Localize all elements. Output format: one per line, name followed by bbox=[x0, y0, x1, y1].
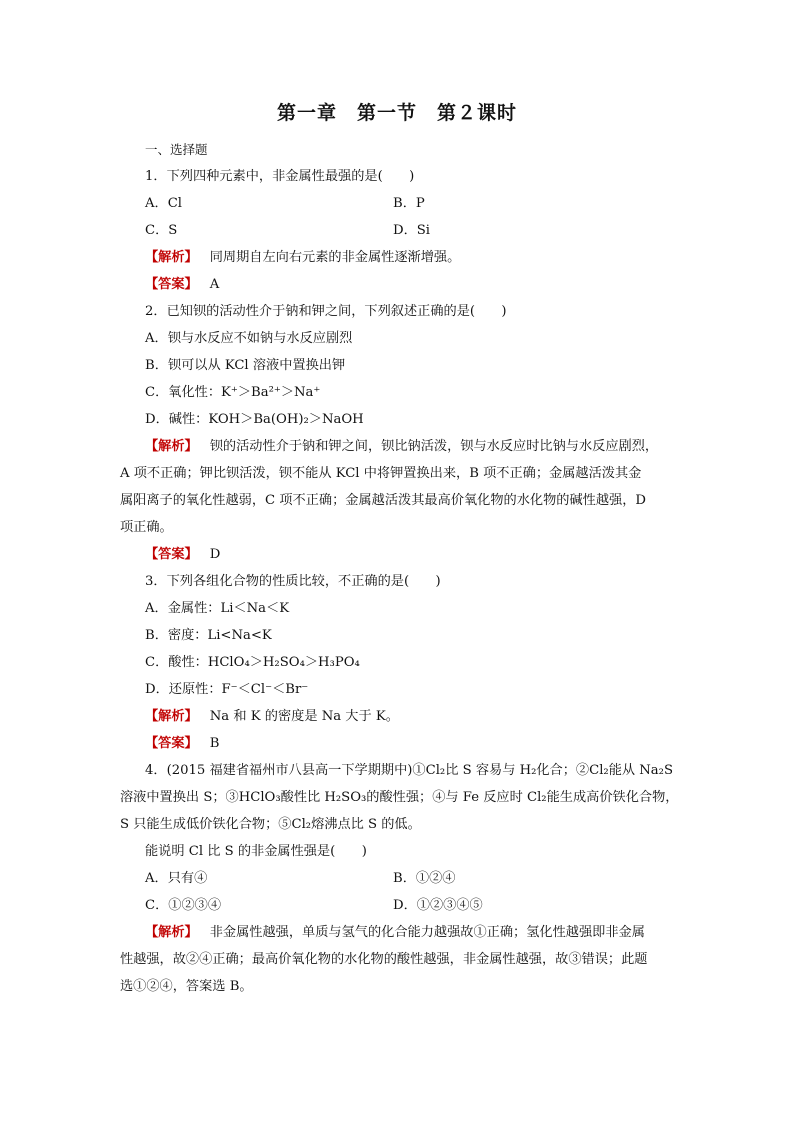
question-4-stem-line-2: 溶液中置换出 S；③HClO₃酸性比 H₂SO₃的酸性强；④与 Fe 反应时 Cl₂能生成高价铁化合物， bbox=[120, 790, 679, 805]
option-a: A．只有④ bbox=[145, 871, 208, 886]
question-2-analysis bbox=[120, 433, 678, 460]
question-1-stem: 1．下列四种元素中，非金属性最强的是( ) bbox=[145, 169, 415, 184]
analysis-text-line-2: 性越强，故②④正确；最高价氧化物的水化物的酸性越强，非金属性越强，故③错误；此题 bbox=[120, 952, 648, 967]
question-1-options-row-2 bbox=[120, 217, 678, 244]
question-3-answer bbox=[120, 730, 678, 757]
analysis-text-line-2: A 项不正确；钾比钡活泼，钡不能从 KCl 中将钾置换出来，B 项不正确；金属越活泼其金 bbox=[120, 466, 642, 481]
question-1-options-row-1 bbox=[120, 190, 678, 217]
option-c: C．氧化性：K⁺＞Ba²⁺＞Na⁺ bbox=[145, 385, 321, 400]
option-c: C．①②③④ bbox=[145, 898, 222, 913]
question-4-options-row-2 bbox=[120, 892, 678, 919]
answer-tag: 【答案】 bbox=[145, 547, 198, 562]
page-title: 第一章 第一节 第２课时 bbox=[276, 102, 517, 124]
option-b: B．钡可以从 KCl 溶液中置换出钾 bbox=[145, 358, 346, 373]
question-3-stem: 3．下列各组化合物的性质比较，不正确的是( ) bbox=[145, 574, 441, 589]
option-b: B．密度：Li<Na<K bbox=[145, 628, 272, 643]
question-1-answer bbox=[120, 271, 678, 298]
question-4-stem-line-1: 4．(2015 福建省福州市八县高一下学期期中)①Cl₂比 S 容易与 H₂化合；②Cl₂能从 Na₂S bbox=[145, 763, 673, 778]
analysis-tag: 【解析】 bbox=[145, 250, 198, 265]
answer-tag: 【答案】 bbox=[145, 277, 198, 292]
answer-text: B bbox=[209, 736, 220, 751]
option-a: A．金属性：Li＜Na＜K bbox=[145, 601, 290, 616]
question-1-analysis bbox=[120, 244, 678, 271]
option-a: A．钡与水反应不如钠与水反应剧烈 bbox=[145, 331, 353, 346]
option-d: D．①②③④⑤ bbox=[393, 898, 483, 913]
document-body bbox=[120, 136, 678, 1000]
question-2-answer bbox=[120, 541, 678, 568]
option-d: D．碱性：KOH＞Ba(OH)₂＞NaOH bbox=[145, 412, 364, 427]
option-b: B．P bbox=[393, 196, 425, 211]
analysis-tag: 【解析】 bbox=[145, 439, 198, 454]
analysis-text-line-3: 选①②④，答案选 B。 bbox=[120, 979, 253, 994]
analysis-text: 同周期自左向右元素的非金属性逐渐增强。 bbox=[209, 250, 461, 265]
question-4-options-row-1 bbox=[120, 865, 678, 892]
question-4-question: 能说明 Cl 比 S 的非金属性强是( ) bbox=[145, 844, 367, 859]
option-a: A．Cl bbox=[145, 196, 183, 211]
section-heading: 一、选择题 bbox=[145, 142, 208, 157]
question-4-stem-line-3: S 只能生成低价铁化合物；⑤Cl₂熔沸点比 S 的低。 bbox=[120, 817, 421, 832]
analysis-text-line-4: 项正确。 bbox=[120, 520, 173, 535]
question-3-analysis bbox=[120, 703, 678, 730]
analysis-tag: 【解析】 bbox=[145, 709, 198, 724]
option-b: B．①②④ bbox=[393, 871, 456, 886]
option-d: D．Si bbox=[393, 223, 431, 238]
option-c: C．酸性：HClO₄＞H₂SO₄＞H₃PO₄ bbox=[145, 655, 360, 670]
analysis-text-line-1: 非金属性越强，单质与氢气的化合能力越强故①正确；氢化性越强即非金属 bbox=[209, 925, 645, 940]
answer-text: D bbox=[209, 547, 221, 562]
option-d: D．还原性：F⁻＜Cl⁻＜Br⁻ bbox=[145, 682, 309, 697]
option-c: C．S bbox=[145, 223, 178, 238]
analysis-tag: 【解析】 bbox=[145, 925, 198, 940]
analysis-text-line-3: 属阳离子的氧化性越弱，C 项不正确；金属越活泼其最高价氧化物的水化物的碱性越强，D bbox=[120, 493, 646, 508]
analysis-text: Na 和 K 的密度是 Na 大于 K。 bbox=[209, 709, 399, 724]
question-4-analysis bbox=[120, 919, 678, 946]
answer-text: A bbox=[209, 277, 220, 292]
answer-tag: 【答案】 bbox=[145, 736, 198, 751]
analysis-text-line-1: 钡的活动性介于钠和钾之间，钡比钠活泼，钡与水反应时比钠与水反应剧烈， bbox=[209, 439, 659, 454]
question-2-stem: 2．已知钡的活动性介于钠和钾之间，下列叙述正确的是( ) bbox=[145, 304, 507, 319]
